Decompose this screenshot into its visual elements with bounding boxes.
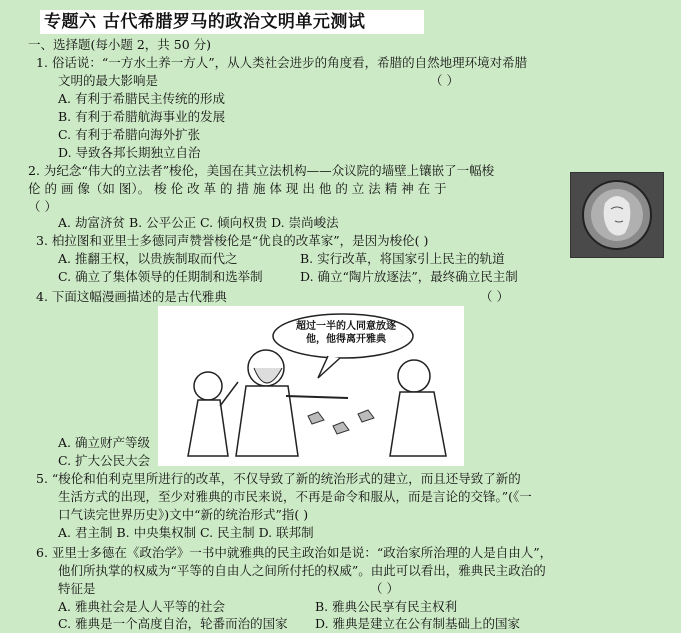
solon-portrait-image	[570, 172, 664, 258]
speech-bubble-line1: 超过一半的人同意放逐	[296, 321, 396, 332]
ostracism-cartoon-image	[158, 306, 464, 466]
section-heading: 一、选择题(每小题 2，共 50 分)	[28, 37, 212, 52]
q6-stem-line2: 他们所执掌的权威为“平等的自由人之间所付托的权威”。由此可以看出，雅典民主政治的	[58, 563, 546, 578]
q4-answer-bracket: （ ）	[480, 289, 509, 304]
q6-option-d: D. 雅典是建立在公有制基础上的国家	[315, 616, 521, 631]
q1-stem-line1: 1. 俗话说：“一方水土养一方人”，从人类社会进步的角度看，希腊的自然地理环境对希腊	[36, 55, 528, 70]
q5-stem-line2: 生活方式的出现，至少对雅典的市民来说，不再是命令和服从，而是言论的交锋。”(《一	[58, 489, 532, 504]
q3-option-b: B. 实行改革，将国家引上民主的轨道	[300, 251, 505, 266]
q1-stem-line2: 文明的最大影响是	[58, 73, 159, 88]
q6-stem-line1: 6. 亚里士多德在《政治学》一书中就雅典的民主政治如是说：“政治家所治理的人是自由人”，	[36, 545, 553, 560]
q4-option-a: A. 确立财产等级	[58, 435, 150, 450]
q2-stem-line2: 伦 的 画 像（如 图）。 梭 伦 改 革 的 措 施 体 现 出 他 的 立 法 精 神 在 于	[28, 181, 447, 196]
speech-bubble-line2: 他，他得离开雅典	[306, 334, 386, 345]
q1-option-c: C. 有利于希腊向海外扩张	[58, 127, 201, 142]
q1-answer-bracket: （ ）	[430, 73, 459, 88]
q5-options: A. 君主制 B. 中央集权制 C. 民主制 D. 联邦制	[58, 525, 314, 540]
q5-stem-line1: 5. “梭伦和伯利克里所进行的改革，不仅导致了新的统治形式的建立，而且还导致了新的	[36, 471, 521, 486]
q6-stem-line3: 特征是	[58, 581, 96, 596]
q2-options: A. 劫富济贫 B. 公平公正 C. 倾向权贵 D. 崇尚峻法	[58, 215, 339, 230]
page-title: 专题六 古代希腊罗马的政治文明单元测试	[40, 10, 424, 34]
q3-stem: 3. 柏拉图和亚里士多德同声赞誉梭伦是“优良的改革家”，是因为梭伦( )	[36, 233, 429, 248]
q1-option-b: B. 有利于希腊航海事业的发展	[58, 109, 226, 124]
q3-option-a: A. 推翻王权，以贵族制取而代之	[58, 251, 238, 266]
q2-stem-line1: 2. 为纪念“伟大的立法者”梭伦，美国在其立法机构——众议院的墙壁上镶嵌了一幅梭	[28, 163, 495, 178]
q1-option-a: A. 有利于希腊民主传统的形成	[58, 91, 225, 106]
q6-option-b: B. 雅典公民享有民主权利	[315, 599, 458, 614]
q3-option-c: C. 确立了集体领导的任期制和选举制	[58, 269, 263, 284]
q5-stem-line3: 口气读完世界历史》)文中“新的统治形式”指( )	[58, 507, 309, 522]
q6-answer-bracket: （ ）	[370, 581, 399, 596]
q2-stem-line3: （ ）	[28, 199, 57, 214]
q1-option-d: D. 导致各邦长期独立自治	[58, 145, 201, 160]
q4-stem: 4. 下面这幅漫画描述的是古代雅典	[36, 289, 227, 304]
q4-option-c: C. 扩大公民大会	[58, 453, 151, 468]
q6-option-a: A. 雅典社会是人人平等的社会	[58, 599, 225, 614]
q3-option-d: D. 确立“陶片放逐法”，最终确立民主制	[300, 269, 518, 284]
solon-medallion-icon	[571, 173, 663, 257]
q6-option-c: C. 雅典是一个高度自治，轮番而治的国家	[58, 616, 288, 631]
